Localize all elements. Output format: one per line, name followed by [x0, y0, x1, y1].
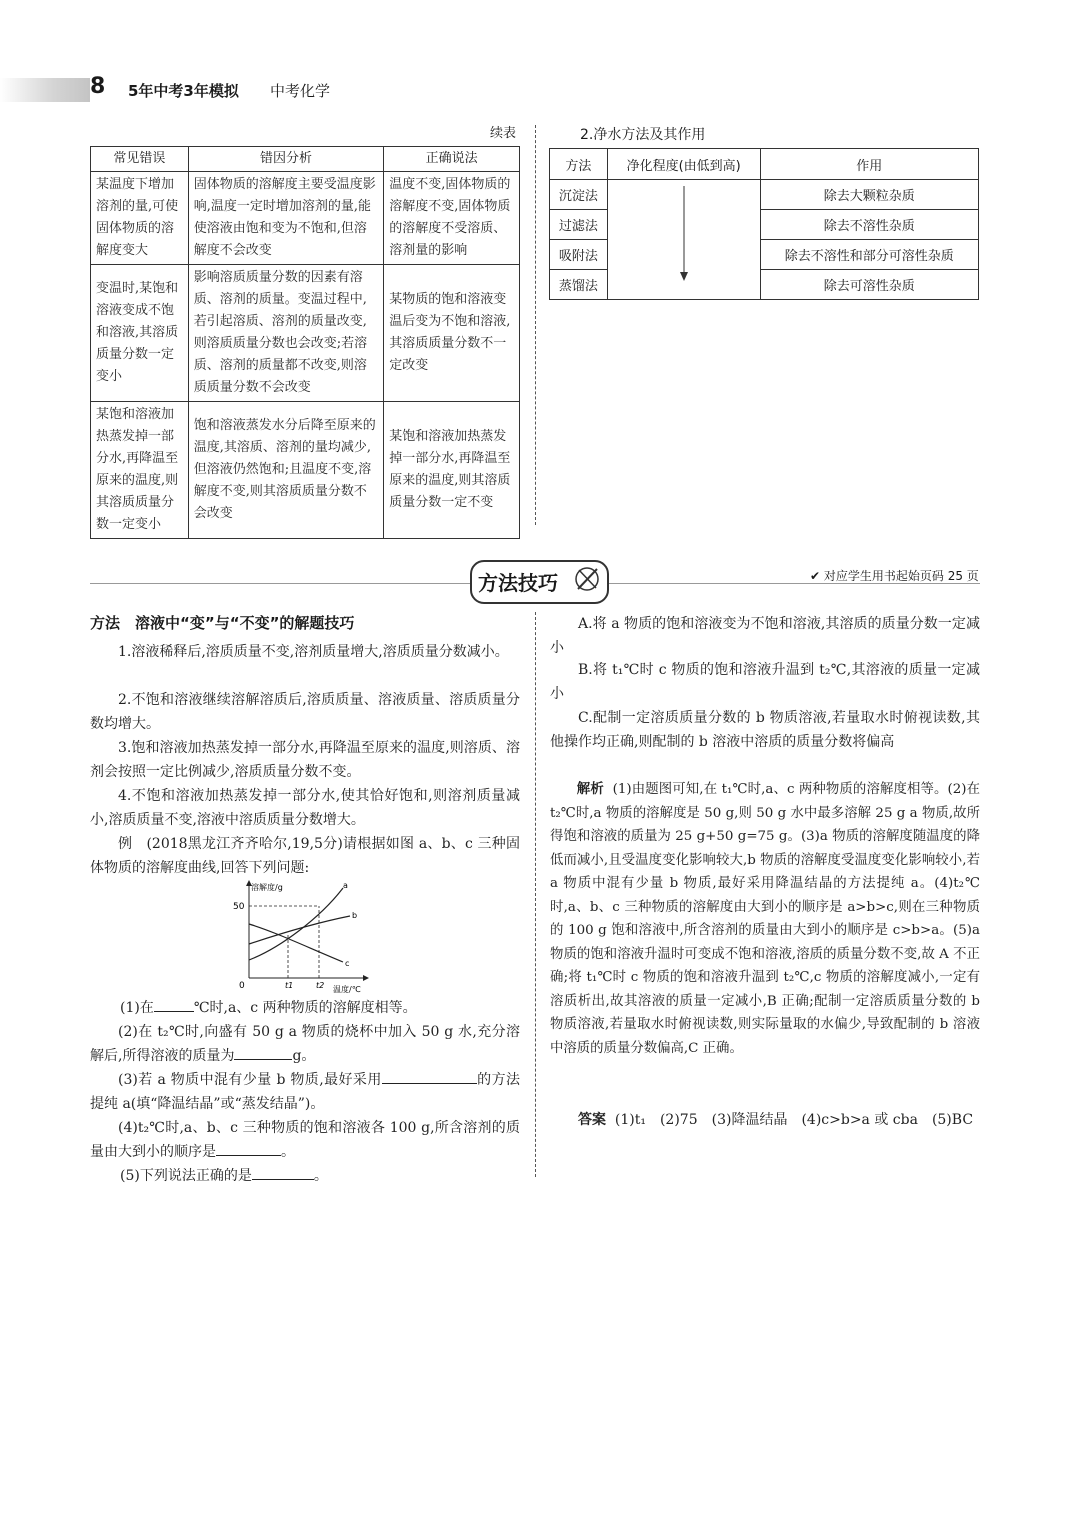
check-icon: ✔ [810, 569, 821, 583]
y-tick-50: 50 [233, 902, 245, 912]
cell-effect: 除去大颗粒杂质 [760, 180, 978, 210]
analysis-label: 解析 [576, 782, 604, 797]
y-axis-label: 溶解度/g [251, 883, 283, 892]
answer-block [550, 1108, 980, 1132]
cell-analysis: 影响溶质质量分数的因素有溶质、溶剂的质量。变温过程中,若引起溶质、溶剂的质量改变,则溶质质量分数也会改变;若溶质、溶剂的质量都不改变,则溶质质量分数不会改变 [188, 265, 384, 402]
question-4: (4)t₂℃时,a、b、c 三种物质的饱和溶液各 100 g,所含溶剂的质量由大到小的顺序是 。 [90, 1120, 520, 1160]
cell-effect: 除去不溶性杂质 [760, 210, 978, 240]
origin-label: 0 [239, 981, 245, 991]
th-analysis: 错因分析 [188, 147, 384, 172]
question-2: (2)在 t₂℃时,向盛有 50 g a 物质的烧杯中加入 50 g 水,充分溶解后,所得溶液的质量为 g。 [90, 1024, 520, 1064]
method-heading: 方法 溶液中“变”与“不变”的解题技巧 [90, 614, 355, 632]
top-column-divider [535, 125, 536, 525]
th-method: 方法 [550, 149, 608, 180]
cell-analysis: 饱和溶液蒸发水分后降至原来的温度,其溶质、溶剂的量均减少,但溶液仍然饱和;且温度不变,溶解度不变,则其溶质质量分数不会改变 [188, 402, 384, 539]
table-row [550, 180, 979, 210]
header-bar [0, 78, 90, 102]
water-purification-table [549, 148, 979, 300]
bottom-column-divider [535, 612, 536, 1177]
table-row [91, 402, 520, 539]
table-row [91, 265, 520, 402]
book-series: 5年中考3年模拟 [128, 82, 239, 100]
th-degree: 净化程度(由低到高) [607, 149, 760, 180]
example-prompt: 例 (2018黑龙江齐齐哈尔,19,5分)请根据如图 a、b、c 三种固体物质的溶解度曲线,回答下列问题: [90, 836, 520, 876]
question-5: (5)下列说法正确的是 。 [120, 1164, 520, 1188]
cell-correct: 温度不变,固体物质的溶解度不变,固体物质的溶解度不受溶质、溶剂量的影响 [384, 172, 520, 265]
method-point: 3.饱和溶液加热蒸发掉一部分水,再降温至原来的温度,则溶质、溶剂会按照一定比例减少,溶质质量分数不变。 [90, 740, 520, 780]
answer-blank[interactable] [234, 1045, 292, 1060]
cell-correct: 某饱和溶液加热蒸发掉一部分水,再降温至原来的温度,则其溶质质量分数一定不变 [384, 402, 520, 539]
th-error: 常见错误 [91, 147, 189, 172]
series-label-c: c [345, 959, 350, 968]
method-point: 4.不饱和溶液加热蒸发掉一部分水,使其恰好饱和,则溶剂质量减小,溶质质量不变,溶液中溶质质量分数增大。 [90, 788, 520, 828]
answer-blank[interactable] [252, 1165, 314, 1180]
x-tick-t1: t1 [285, 981, 294, 990]
x-axis-arrow-icon [363, 975, 369, 981]
method-point: 1.溶液稀释后,溶质质量不变,溶剂质量增大,溶质质量分数减小。 [118, 644, 509, 660]
cell-error: 某饱和溶液加热蒸发掉一部分水,再降温至原来的温度,则其溶质质量分数一定变小 [91, 402, 189, 539]
water-purification-title: 2.净水方法及其作用 [580, 127, 706, 143]
series-label-a: a [343, 881, 348, 890]
cell-effect: 除去不溶性和部分可溶性杂质 [760, 240, 978, 270]
option-a: A.将 a 物质的饱和溶液变为不饱和溶液,其溶质的质量分数一定减小 [550, 616, 980, 656]
question-3: (3)若 a 物质中混有少量 b 物质,最好采用 的方法提纯 a(填“降温结晶”或“蒸发结晶”)。 [90, 1068, 520, 1116]
th-correct: 正确说法 [384, 147, 520, 172]
degree-arrow-cell [607, 180, 760, 300]
option-c: C.配制一定溶质质量分数的 b 物质溶液,若量取水时俯视读数,其他操作均正确,则配制的 b 溶液中溶质的质量分数将偏高 [550, 710, 980, 750]
x-axis-label: 温度/℃ [333, 985, 361, 994]
method-point: 2.不饱和溶液继续溶解溶质后,溶质质量、溶液质量、溶质质量分数均增大。 [90, 692, 520, 732]
answer-blank[interactable] [216, 1141, 281, 1156]
book-subject: 中考化学 [270, 82, 331, 100]
cell-effect: 除去可溶性杂质 [760, 270, 978, 300]
analysis-text: (1)由题图可知,在 t₁℃时,a、c 两种物质的溶解度相等。(2)在 t₂℃时,a 物质的溶解度是 50 g,则 50 g 水中最多溶解 25 g a 物质,故所得饱和溶液的质量为 25 g+50 g=75 g。(3)a 物质的溶解度随温度的降低而减小,且受温度变化影响较大,b 物质的溶解度受温度变化影响较小,若 a 物质中混有少量 b 物质,最好采用降温结晶的方法提纯 a。(4)t₂℃时,a、b、c 三种物质的溶解度由大到小的顺序是 a>b>c,则在三种物质的 100 g 饱和溶液中,所含溶剂的质量由大到小的顺序是 c>b>a。(5)a 物质的饱和溶液升温时可变成不饱和溶液,溶质的质量分数不变,故 A 不正确;将 t₁℃时 c 物质的饱和溶液升温到 t₂℃,c 物质的溶解度减小,一定有溶质析出,故其溶液的质量一定减小,B 正确;配制一定溶质质量分数的 b 物质溶液,若量取水时俯视读数,则实际量取的水偏少,导致配制的 b 溶液中溶质的质量分数偏高,C 正确。 [550, 782, 981, 1056]
cell-method: 吸附法 [550, 240, 608, 270]
cell-analysis: 固体物质的溶解度主要受温度影响,温度一定时增加溶剂的量,能使溶液由饱和变为不饱和,但溶解度不会改变 [188, 172, 384, 265]
answer-text: (1)t₁ (2)75 (3)降温结晶 (4)c>b>a 或 cba (5)BC [614, 1112, 974, 1128]
answer-blank[interactable] [382, 1069, 477, 1084]
pencil-ruler-icon [573, 564, 601, 594]
continued-label: 续表 [490, 126, 517, 141]
option-b: B.将 t₁℃时 c 物质的饱和溶液升温到 t₂℃,其溶液的质量一定减小 [550, 662, 980, 702]
cell-method: 沉淀法 [550, 180, 608, 210]
page-number: 8 [90, 74, 106, 99]
series-label-b: b [352, 911, 358, 920]
down-arrow-icon [674, 186, 694, 282]
answer-label: 答案 [578, 1112, 606, 1128]
th-effect: 作用 [760, 149, 978, 180]
solubility-chart [225, 878, 385, 996]
answer-blank[interactable] [154, 997, 194, 1012]
analysis-block [550, 778, 980, 1060]
cell-error: 变温时,某饱和溶液变成不饱和溶液,其溶质质量分数一定变小 [91, 265, 189, 402]
curve-a [249, 888, 343, 960]
cell-error: 某温度下增加溶剂的量,可使固体物质的溶解度变大 [91, 172, 189, 265]
x-tick-t2: t2 [316, 981, 325, 990]
question-1: (1)在 ℃时,a、c 两种物质的溶解度相等。 [120, 996, 520, 1020]
common-errors-table [90, 146, 520, 539]
page-reference: ✔ 对应学生用书起始页码 25 页 [810, 569, 979, 583]
cell-correct: 某物质的饱和溶液变温后变为不饱和溶液,其溶质质量分数不一定改变 [384, 265, 520, 402]
cell-method: 蒸馏法 [550, 270, 608, 300]
table-row [91, 172, 520, 265]
section-title: 方法技巧 [478, 571, 558, 595]
cell-method: 过滤法 [550, 210, 608, 240]
